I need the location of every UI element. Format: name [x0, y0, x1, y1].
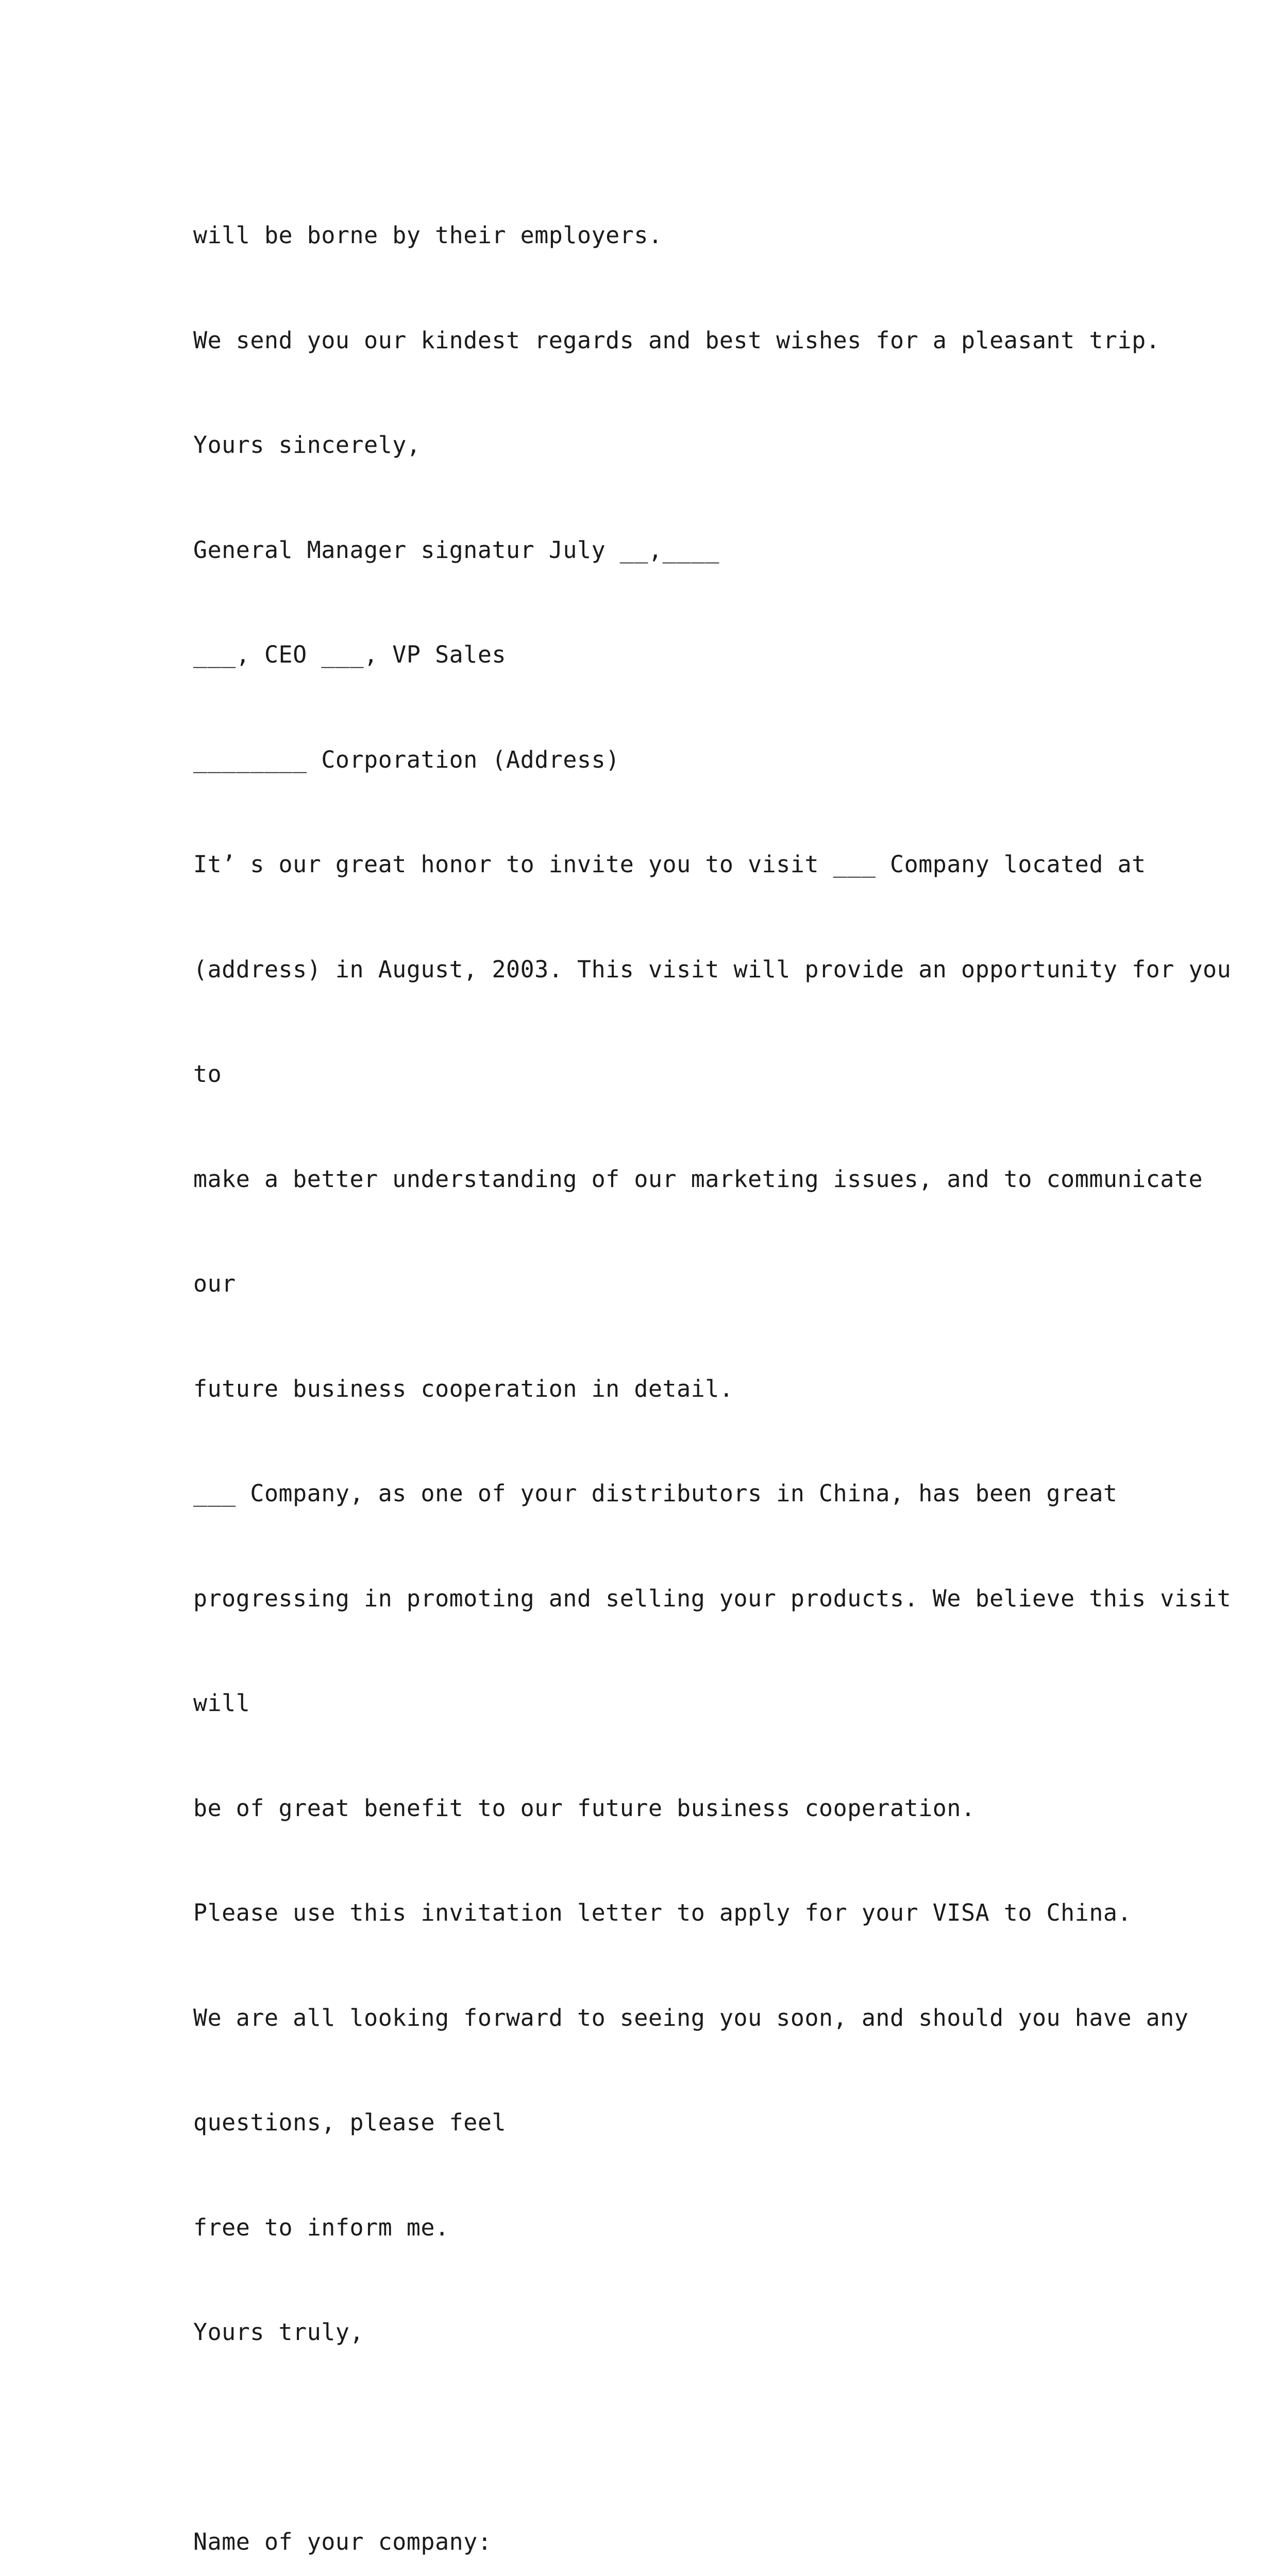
- text-line: free to inform me.: [193, 2213, 449, 2241]
- corporation-address: ________ Corporation (Address): [193, 745, 620, 773]
- text-line: make a better understanding of our marketing issues, and to communicate: [193, 1165, 1203, 1193]
- letter-body: [193, 164, 1232, 2576]
- text-line: We send you our kindest regards and best wishes for a pleasant trip.: [193, 326, 1161, 354]
- company-name-label: Name of your company:: [193, 2528, 492, 2555]
- signature-titles: ___, CEO ___, VP Sales: [193, 641, 507, 668]
- text-line: to: [193, 1060, 222, 1088]
- text-line: will: [193, 1689, 250, 1717]
- signature-line: General Manager signatur July __,____: [193, 536, 719, 564]
- closing-line: Yours truly,: [193, 2318, 364, 2346]
- closing-line: Yours sincerely,: [193, 431, 421, 459]
- text-line: ___ Company, as one of your distributors in China, has been great: [193, 1480, 1118, 1507]
- text-line: will be borne by their employers.: [193, 222, 663, 249]
- text-line: It’ s our great honor to invite you to visit ___ Company located at: [193, 851, 1146, 878]
- text-line: future business cooperation in detail.: [193, 1375, 734, 1402]
- text-line: our: [193, 1270, 236, 1297]
- text-line: We are all looking forward to seeing you soon, and should you have any: [193, 2004, 1189, 2031]
- text-line: (address) in August, 2003. This visit will provide an opportunity for you: [193, 955, 1232, 983]
- text-line: questions, please feel: [193, 2109, 507, 2136]
- text-line: progressing in promoting and selling your products. We believe this visit: [193, 1584, 1232, 1612]
- blank-line: [193, 2420, 1100, 2471]
- text-line: be of great benefit to our future business cooperation.: [193, 1794, 976, 1822]
- text-line: Please use this invitation letter to apply for your VISA to China.: [193, 1899, 1132, 1926]
